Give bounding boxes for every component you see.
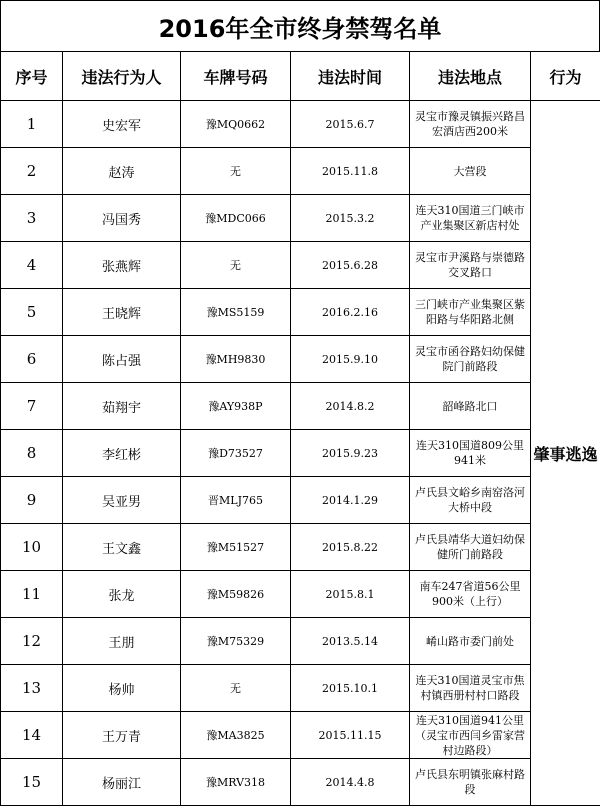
row-no: 12 — [1, 618, 63, 665]
row-no: 10 — [1, 524, 63, 571]
row-date: 2015.3.2 — [291, 195, 410, 242]
row-name: 吴亚男 — [63, 477, 181, 524]
table-row — [1, 618, 600, 665]
row-no: 2 — [1, 148, 63, 195]
row-name: 王文鑫 — [63, 524, 181, 571]
row-date: 2015.8.22 — [291, 524, 410, 571]
table-row — [1, 148, 600, 195]
row-plate: 豫M59826 — [181, 571, 291, 618]
row-plate: 豫MDC066 — [181, 195, 291, 242]
row-name: 王晓辉 — [63, 289, 181, 336]
header-behavior: 行为 — [531, 52, 600, 101]
row-name: 茹翔宇 — [63, 383, 181, 430]
row-place: 连天310国道941公里（灵宝市西闫乡雷家营村边路段） — [410, 712, 531, 759]
row-name: 杨帅 — [63, 665, 181, 712]
row-place: 卢氏县东明镇张麻村路段 — [410, 759, 531, 806]
row-no: 7 — [1, 383, 63, 430]
row-name: 张龙 — [63, 571, 181, 618]
row-plate: 无 — [181, 665, 291, 712]
header-place: 违法地点 — [410, 52, 531, 101]
row-plate: 豫MA3825 — [181, 712, 291, 759]
row-date: 2015.8.1 — [291, 571, 410, 618]
row-date: 2014.1.29 — [291, 477, 410, 524]
row-place: 南车247省道56公里900米（上行） — [410, 571, 531, 618]
row-name: 冯国秀 — [63, 195, 181, 242]
row-name: 赵涛 — [63, 148, 181, 195]
table-row — [1, 195, 600, 242]
blacklist-table — [0, 51, 600, 806]
row-date: 2016.2.16 — [291, 289, 410, 336]
row-place: 灵宝市函谷路妇幼保健院门前路段 — [410, 336, 531, 383]
row-no: 4 — [1, 242, 63, 289]
row-name: 王万青 — [63, 712, 181, 759]
row-plate: 豫AY938P — [181, 383, 291, 430]
row-no: 13 — [1, 665, 63, 712]
row-name: 史宏军 — [63, 101, 181, 148]
row-date: 2015.9.23 — [291, 430, 410, 477]
row-place: 崤山路市委门前处 — [410, 618, 531, 665]
row-no: 8 — [1, 430, 63, 477]
table-row — [1, 242, 600, 289]
row-date: 2015.11.8 — [291, 148, 410, 195]
row-place: 连天310国道灵宝市焦村镇西册村村口路段 — [410, 665, 531, 712]
row-place: 灵宝市豫灵镇振兴路昌宏酒店西200米 — [410, 101, 531, 148]
row-place: 大营段 — [410, 148, 531, 195]
row-place: 三门峡市产业集聚区紫阳路与华阳路北侧 — [410, 289, 531, 336]
header-date: 违法时间 — [291, 52, 410, 101]
row-place: 卢氏县靖华大道妇幼保健所门前路段 — [410, 524, 531, 571]
table-row — [1, 477, 600, 524]
header-offender: 违法行为人 — [63, 52, 181, 101]
row-no: 1 — [1, 101, 63, 148]
table-row — [1, 712, 600, 759]
row-plate: 豫MQ0662 — [181, 101, 291, 148]
header-no: 序号 — [1, 52, 63, 101]
row-place: 灵宝市尹溪路与崇德路交叉路口 — [410, 242, 531, 289]
behavior-cell: 肇事逃逸 — [531, 101, 600, 806]
row-date: 2014.8.2 — [291, 383, 410, 430]
row-plate: 无 — [181, 148, 291, 195]
row-plate: 无 — [181, 242, 291, 289]
row-place: 韶峰路北口 — [410, 383, 531, 430]
row-place: 卢氏县文峪乡南窑洛河大桥中段 — [410, 477, 531, 524]
header-row — [1, 52, 600, 101]
row-date: 2015.6.7 — [291, 101, 410, 148]
row-plate: 豫M51527 — [181, 524, 291, 571]
table-row — [1, 430, 600, 477]
row-no: 6 — [1, 336, 63, 383]
row-no: 15 — [1, 759, 63, 806]
row-no: 5 — [1, 289, 63, 336]
table-row — [1, 289, 600, 336]
table-row — [1, 336, 600, 383]
row-name: 王朋 — [63, 618, 181, 665]
table-row — [1, 759, 600, 806]
table-row — [1, 571, 600, 618]
table-row — [1, 383, 600, 430]
row-plate: 豫M75329 — [181, 618, 291, 665]
row-no: 14 — [1, 712, 63, 759]
row-name: 张燕辉 — [63, 242, 181, 289]
row-plate: 豫D73527 — [181, 430, 291, 477]
row-place: 连天310国道三门峡市产业集聚区新店村处 — [410, 195, 531, 242]
row-date: 2013.5.14 — [291, 618, 410, 665]
row-name: 陈占强 — [63, 336, 181, 383]
row-plate: 豫MRV318 — [181, 759, 291, 806]
row-plate: 豫MH9830 — [181, 336, 291, 383]
row-no: 9 — [1, 477, 63, 524]
row-no: 11 — [1, 571, 63, 618]
row-no: 3 — [1, 195, 63, 242]
table-row — [1, 101, 600, 148]
row-plate: 晋MLJ765 — [181, 477, 291, 524]
row-date: 2015.10.1 — [291, 665, 410, 712]
row-date: 2015.6.28 — [291, 242, 410, 289]
row-name: 杨丽江 — [63, 759, 181, 806]
header-plate: 车牌号码 — [181, 52, 291, 101]
table-row — [1, 665, 600, 712]
row-name: 李红彬 — [63, 430, 181, 477]
sheet-title: 2016年全市终身禁驾名单 — [0, 0, 600, 51]
table-row — [1, 524, 600, 571]
row-plate: 豫MS5159 — [181, 289, 291, 336]
row-date: 2014.4.8 — [291, 759, 410, 806]
row-date: 2015.9.10 — [291, 336, 410, 383]
row-date: 2015.11.15 — [291, 712, 410, 759]
row-place: 连天310国道809公里941米 — [410, 430, 531, 477]
